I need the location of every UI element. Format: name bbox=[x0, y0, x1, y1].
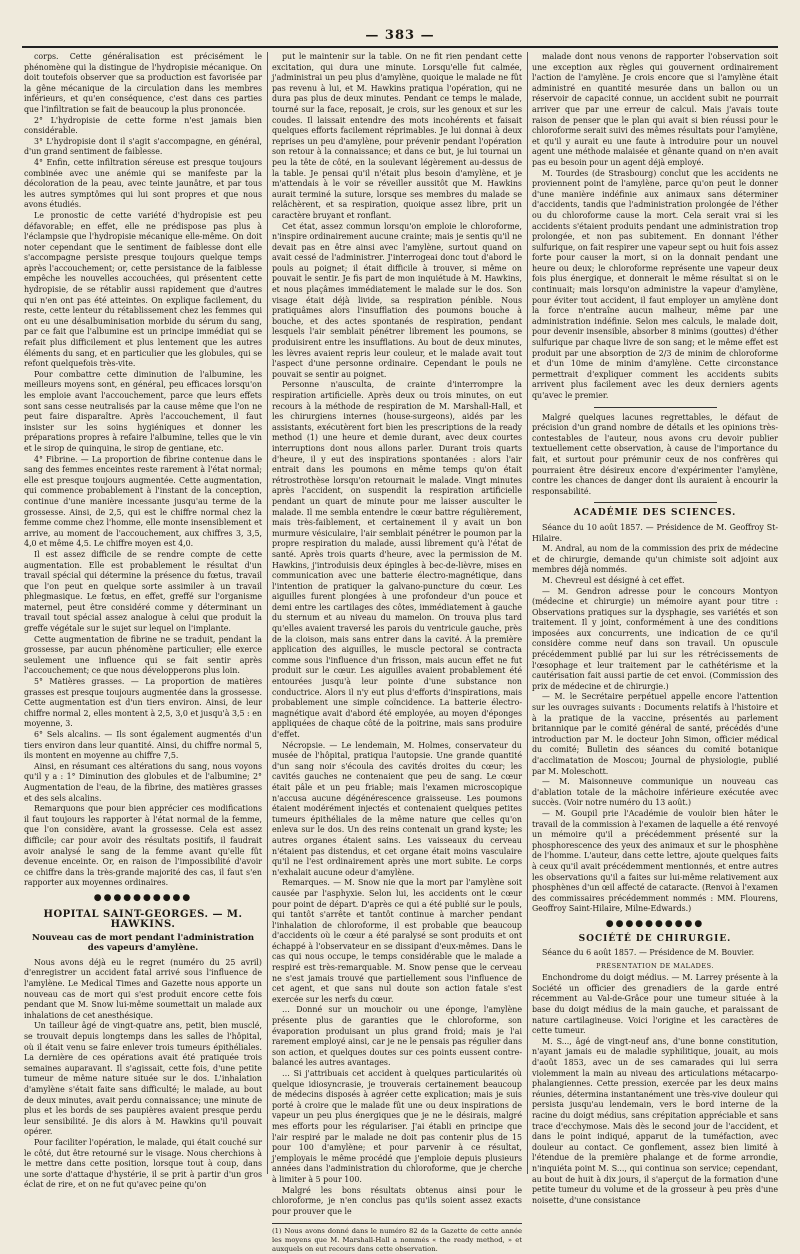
paragraph: 6° Sels alcalins. — Ils sont également augmentés d'un tiers environ dans leur quantité. Ainsi, du chiffre normal 5, ils montent en moyenne au chiffre 7,5. bbox=[24, 730, 262, 761]
paragraph: put le maintenir sur la table. On ne fit rien pendant cette excitation, qui dura une minute. Lorsqu'elle fut calmée, j'administrai un peu plus d'amylène, quoique le malade ne fût pas revenu à lui, et M. Hawkins pratiqua l'opération, qui ne dura pas plus de deux minutes. Pendant ce temps le malade, tourné sur la face, reposait, je crois, sur les genoux et sur les coudes. Il laissait entendre des mots incohérents et faisait quelques efforts facilement réprimables. Je lui donnai à deux reprises un peu d'amylène, pour prévenir pendant l'opération son retour à la connaissance; et dans ce but, je lui tournai un peu la tête de côté, en la soulevant légèrement au-dessus de la table. Je pensai qu'il n'était plus besoin d'amylène, et je m'attendais à le voir se réveiller aussitôt que M. Hawkins aurait terminé la suture, lorsque ses membres du malade se relâchèrent, et sa respiration, quoique assez libre, prit un caractère bruyant et ronflant. bbox=[272, 52, 522, 220]
paragraph: Il est assez difficile de se rendre compte de cette augmentation. Elle est probablement le résultat d'un travail spécial qui détermine la présence du fœtus, travail que l'on peut en quelque sorte assimiler à un travail phlegmasique. Le fœtus, en effet, greffé sur l'organisme maternel, peut être considéré comme y déterminant un travail tout spécial assez analogue à celui que produit la greffe végétale sur le sujet sur lequel on l'implante. bbox=[24, 549, 262, 634]
paragraph: 4° Enfin, cette infiltration séreuse est presque toujours combinée avec une anémie qui se manifeste par la décoloration de la peau, avec teinte jaunâtre, et par tous les autres symptômes qui lui sont propres et que nous avons étudiés. bbox=[24, 157, 262, 210]
column-separator bbox=[527, 52, 528, 1174]
paragraph: Enchondrome du doigt médius. — M. Larrey présente à la Société un officier des grenadiers de la garde entré récemment au Val-de-Grâce pour une tumeur située à la base du doigt médius de la main gauche, et paraissant de nature cartilagineuse. Voici l'origine et les caractères de cette tumeur. bbox=[532, 973, 778, 1036]
paragraph: Pour combattre cette diminution de l'albumine, les meilleurs moyens sont, en général, peu efficaces lorsqu'on les emploie avant l'accouchement, parce que leurs effets sont sans cesse neutralisés par la cause même que l'on ne peut faire disparaître. Après l'accouchement, il faut insister sur les soins hygiéniques et donner les préparations propres à refaire l'albumine, telles que le vin et le sirop de quinquina, le sirop de gentiane, etc. bbox=[24, 369, 262, 453]
divider bbox=[594, 407, 717, 408]
header-rule bbox=[22, 46, 778, 48]
paragraph: Malgré quelques lacunes regrettables, le défaut de précision d'un grand nombre de détails et les opinions très-contestables de l'auteur, nous avons cru devoir publier textuellement cette observation, à cause de l'importance du fait, et surtout pour prémunir ceux de nos confrères qui pourraient être désireux encore d'expérimenter l'amylène, contre les chances de danger dont ils auraient à encourir la responsabilité. bbox=[532, 412, 778, 496]
paragraph: … Donné sur un mouchoir ou une éponge, l'amylène présente plus de garanties que le chloroforme, son évaporation produisant un plus grand froid; mais je l'ai rarement employé ainsi, car je ne le pensais pas régulier dans son action, et quelques doutes sur ces points eussent contre-balancé les autres avantages. bbox=[272, 1005, 522, 1068]
column-separator bbox=[267, 52, 268, 1174]
paragraph: 3° L'hydropisie dont il s'agit s'accompagne, en général, d'un grand sentiment de faiblesse. bbox=[24, 136, 262, 157]
paragraph: Nous avons déjà eu le regret (numéro du 25 avril) d'enregistrer un accident fatal arrivé sous l'influence de l'amylène. Le Medical Times and Gazette nous apporte un nouveau cas de mort qui s'est produit encore cette fois pendant que M. Snow lui-même soumettait un malade aux inhalations de cet anesthésique. bbox=[24, 957, 262, 1020]
paragraph: Ainsi, en résumant ces altérations du sang, nous voyons qu'il y a : 1° Diminution des globules et de l'albumine; 2° Augmentation de l'eau, de la fibrine, des matières grasses et des sels alcalins. bbox=[24, 761, 262, 803]
paragraph: — M. le Secrétaire perpétuel appelle encore l'attention sur les ouvrages suivants : Documents relatifs à l'histoire et à la pratique de la vaccine, présentés au parlement britannique par le comité général de santé, précédés d'une introduction par M. le docteur John Simon, officier médical du comité; Bulletin des séances du comité botanique d'acclimatation de Moscou; Journal de physiologie, publié par M. Moleschott. bbox=[532, 692, 778, 776]
paragraph: Le pronostic de cette variété d'hydropisie est peu défavorable; en effet, elle ne prédispose pas plus à l'éclampsie que l'hydropisie mécanique elle-même. On doit noter cependant que le sentiment de faiblesse dont elle s'accompagne persiste presque toujours quelque temps après l'accouchement; or, cette persistance de la faiblesse empêche les nouvelles accouchées, qui présentent cette hydropisie, de se rétablir aussi rapidement que d'autres qui n'en ont pas été atteintes. On explique facilement, du reste, cette lenteur du rétablissement chez les femmes qui ont eu une désalbuminisation morbide du sérum du sang, par ce fait que l'albumine est un principe immédiat qui se refait plus difficilement et plus lentement que les autres éléments du sang, et en particulier que les globules, qui se refont quelquefois très-vite. bbox=[24, 210, 262, 369]
column-2 bbox=[272, 52, 522, 1254]
section-title-hospital: HOPITAL SAINT-GEORGES. — M. HAWKINS. bbox=[43, 908, 243, 931]
paragraph: … Si j'attribuais cet accident à quelques particularités où quelque idiosyncrasie, je trouverais certainement beaucoup de médecins disposés à agréer cette explication; mais je suis porté à croire que le malade fût une ou deux inspirations de vapeur un peu plus énergiques que je ne le désirais, malgré mes efforts pour les régulariser. J'ai établi en principe que l'air respiré par le malade ne doit pas contenir plus de 15 pour 100 d'amylène; et pour parvenir à ce résultat, j'employais le même procédé que j'emploie depuis plusieurs années dans l'administration du chloroforme, que je cherche à limiter à 5 pour 100. bbox=[272, 1069, 522, 1184]
paragraph: M. Chevreul est désigné à cet effet. bbox=[542, 575, 685, 585]
paragraph: Personne n'ausculta, de crainte d'interrompre la respiration artificielle. Après deux ou trois minutes, on eut recours à la méthode de respiration de M. Marshall-Hall, et les chirurgiens internes (house-surgeons), aidés par les assistants, exécutèrent fort bien les prescriptions de la ready method (1) une heure et demie durant, avec deux courtes interruptions dont nous allons parler. Durant trois quarts d'heure, il y eut des inspirations spontanées : alors l'air entrait dans les poumons en même temps qu'on était rétrostrothèse lorsqu'on retournait le malade. Vingt minutes après l'accident, on suspendit la respiration artificielle pendant un quart de minute pour me laisser ausculter le malade. Il me sembla entendre le cœur battre régulièrement, mais très-faiblement, et certainement il y avait un bon murmure vésiculaire, l'air semblait pénétrer le poumon par la propre respiration du malade, aussi librement qu'à l'état de santé. Après trois quarts d'heure, avec la permission de M. Hawkins, j'introduisis deux épingles à bec-de-lièvre, mises en communication avec une batterie électro-magnétique, dans l'intention de pratiquer la galvano-puncture du cœur. Les aiguilles furent plongées à une profondeur d'un pouce et demi entre les cartilages des côtes, immédiatement à gauche du sternum et au niveau du mamelon. On trouva plus tard qu'elles avaient traversé les parois du ventricule gauche, près de la cloison, mais sans entrer dans la cavité. À la première application des aiguilles, le muscle pectoral se contracta comme sous l'influence d'un frisson, mais aucun effet ne fut produit sur le cœur. Les aiguilles avaient probablement été entourées jusqu'à leur pointe d'une substance non conductrice. Alors il n'y eut plus d'efforts d'inspirations, mais probablement une simple coïncidence. La batterie électro-magnétique avait d'abord été employée, au moyen d'éponges appliquées de chaque côté de la poitrine, mais sans produire d'effet. bbox=[272, 380, 522, 739]
section-subheading: PRÉSENTATION DE MALADES. bbox=[596, 961, 714, 970]
page-number: — 383 — bbox=[365, 28, 435, 43]
paragraph: M. Tourdes (de Strasbourg) conclut que les accidents ne proviennent point de l'amylène, parce qu'on peut le donner d'une manière indéfinie aux animaux sans déterminer d'accidents, tandis que l'administration prolongée de l'éther ou du chloroforme cause la mort. Cela serait vrai si les accidents s'étaient produits pendant une administration trop prolongée, et non pas subitement. En donnant l'éther sulfurique, on fait respirer une vapeur sept ou huit fois assez forte pour causer la mort, si on la donnait pendant une heure ou deux; le chloroforme représente une vapeur deux fois plus énergique, et donnerait le même résultat si on le continuait; mais lorsqu'on administre la vapeur d'amylène, pour éviter tout accident, il faut employer un amylène dont la force n'entraîne aucun malheur, même par une administration indéfinie. Selon mes calculs, le malade doit, pour devenir insensible, absorber 8 minims (gouttes) d'éther sulfurique par chaque livre de son sang; et le même effet est produit par une absorption de 2/3 de minim de chloroforme et d'un 10me de minim d'amylène. Cette circonstance permettrait d'expliquer comment les accidents subits arrivent plus facilement avec les deux derniers agents qu'avec le premier. bbox=[532, 168, 778, 400]
paragraph: 5° Matières grasses. — La proportion de matières grasses est presque toujours augmentée dans la grossesse. Cette augmentation est d'un tiers environ. Ainsi, de leur chiffre normal 2, elles montent à 2,5, 3,0 et jusqu'à 3,5 : en moyenne, 3. bbox=[24, 677, 262, 729]
paragraph: Remarques. — M. Snow nie que la mort par l'amylène soit causée par l'asphyxie. Selon lui, les accidents ont le cœur pour point de départ. D'après ce qui a été publié sur le pouls, qui tantôt s'arrête et tantôt continue à marcher pendant l'inhalation de chloroforme, il est probable que beaucoup d'accidents où le cœur a été paralysé se sont produits et ont échappé à l'observateur en se dissipant d'eux-mêmes. Dans le cas qui nous occupe, le temps considérable que le malade a respiré est très-remarquable. M. Snow pense que le cerveau ne s'est jamais trouvé que partiellement sous l'influence de cet agent, et que sans nul doute son action fatale s'est exercée sur les nerfs du cœur. bbox=[272, 878, 522, 1004]
section-ornament: ●●●●●●●●●● bbox=[93, 892, 193, 903]
paragraph: — M. Goupil prie l'Académie de vouloir bien hâter le travail de la commission à l'examen de laquelle a été renvoyé un mémoire qu'il a précédemment présenté sur la phosphorescence des yeux des animaux et sur le phosphène de l'homme. L'auteur, dans cette lettre, ajoute quelques faits à ceux qu'il avait précédemment mentionnés, et entre autres les observations qu'il a faites sur lui-même relativement aux phosphènes d'un œil affecté de cataracte. (Renvoi à l'examen des commissaires précédemment nommés : MM. Flourens, Geoffroy Saint-Hilaire, Milne-Edwards.) bbox=[532, 808, 778, 914]
paragraph: Malgré les bons résultats obtenus ainsi pour le chloroforme, je n'en conclus pas qu'ils soient assez exacts pour prouver que le bbox=[272, 1185, 522, 1216]
paragraph: Cette augmentation de fibrine ne se traduit, pendant la grossesse, par aucun phénomène particulier; elle exerce seulement une influence qui se fait sentir après l'accouchement; ce que nous développerons plus loin. bbox=[24, 634, 262, 676]
paragraph: 4° Fibrine. — La proportion de fibrine contenue dans le sang des femmes enceintes reste rarement à l'état normal; elle est presque toujours augmentée. Cette augmentation, qui commence probablement à l'instant de la conception, continue d'une manière incessante jusqu'au terme de la grossesse. Ainsi, de 2,5, qui est le chiffre normal chez la femme comme chez l'homme, elle monte insensiblement et arrive, au moment de l'accouchement, aux chiffres 3, 3,5, 4,0 et même 4,5. Le chiffre moyen est 4,0. bbox=[24, 454, 262, 549]
divider bbox=[594, 502, 717, 503]
session-line: Séance du 10 août 1857. — Présidence de M. Geoffroy St-Hilaire. bbox=[532, 522, 778, 543]
paragraph: Remarquons que pour bien apprécier ces modifications il faut toujours les rapporter à l'état normal de la femme, que l'on considère, avant la grossesse. Cela est assez difficile; car pour avoir des résultats positifs, il faudrait avoir analysé le sang de la femme avant qu'elle fût devenue enceinte. Or, en raison de l'impossibilité d'avoir ce chiffre dans la très-grande majorité des cas, il faut s'en rapporter aux moyennes ordinaires. bbox=[24, 804, 262, 888]
section-subtitle: Nouveau cas de mort pendant l'administration des vapeurs d'amylène. bbox=[31, 932, 255, 954]
section-title-chirurgie: SOCIÉTÉ DE CHIRURGIE. bbox=[578, 933, 732, 944]
section-title-academie: ACADÉMIE DES SCIENCES. bbox=[573, 508, 737, 519]
paragraph: M. Andral, au nom de la commission des prix de médecine et de chirurgie, demande qu'un chimiste soit adjoint aux membres déjà nommés. bbox=[532, 544, 778, 575]
paragraph: Pour faciliter l'opération, le malade, qui était couché sur le côté, dut être retourné sur le visage. Nous cherchions à le mettre dans cette position, lorsque tout à coup, dans une sorte d'attaque d'hystérie, il se prit à partir d'un gros éclat de rire, et on ne fut qu'avec peine qu'on bbox=[24, 1137, 262, 1190]
paragraph: Un tailleur âgé de vingt-quatre ans, petit, bien musclé, se trouvait depuis longtemps dans les salles de l'hôpital, où il était venu se faire enlever trois tumeurs épithéliales. La dernière de ces opérations avait été pratiquée trois semaines auparavant. Il s'agissait, cette fois, d'une petite tumeur de même nature située sur le dos. L'inhalation d'amylène s'était faite sans difficulté; le malade, au bout de deux minutes, avait perdu connaissance; une minute de plus et les bords de ses paupières avaient presque perdu leur sensibilité. Je dis alors à M. Hawkins qu'il pouvait opérer. bbox=[24, 1021, 262, 1137]
paragraph: Cet état, assez commun lorsqu'on emploie le chloroforme, n'inspire ordinairement aucune crainte; mais je sentis qu'il ne devait pas en être ainsi avec l'amylène, surtout quand on avait cessé de l'administrer. J'interrogeai donc tout d'abord le pouls au poignet; il était difficile à trouver, si même on pouvait le sentir. Je fis part de mon inquiétude à M. Hawkins, et nous plaçâmes immédiatement le malade sur le dos. Son visage était déjà livide, sa respiration pénible. Nous pratiquâmes alors l'insufflation des poumons bouche à bouche, et des actes spontanés de respiration, pendant lesquels l'air semblait pénétrer librement les poumons, se produisirent entre les insufflations. Au bout de deux minutes, les lèvres avaient repris leur couleur, et le malade avait tout l'aspect d'une personne ordinaire. Cependant le pouls ne pouvait se sentir au poignet. bbox=[272, 221, 522, 379]
paragraph: — M. Maisonneuve communique un nouveau cas d'ablation totale de la mâchoire inférieure exécutée avec succès. (Voir notre numéro du 13 août.) bbox=[532, 777, 778, 808]
paragraph: malade dont nous venons de rapporter l'observation soit une exception aux règles qui gouvernent ordinairement l'action de l'amylène. Je crois encore que si l'amylène était administré en quantité mesurée dans un ballon ou un réservoir de capacité connue, un accident subit ne pourrait arriver que par une erreur de calcul. Mais j'avais toute raison de penser que le plan qui avait si bien réussi pour le chloroforme serait suivi des mêmes résultats pour l'amylène, et qu'il y aurait eu une faute à introduire pour un nouvel agent une méthode malaisée et gênante quand on n'en avait pas eu besoin pour un agent déjà employé. bbox=[532, 52, 778, 167]
column-3 bbox=[532, 52, 778, 1205]
paragraph: — M. Gendron adresse pour le concours Montyon (médecine et chirurgie) un mémoire ayant pour titre : Observations pratiques sur la dysphagie, ses variétés et son traitement. Il y joint, conformément à une des conditions imposées aux concurrents, une indication de ce qu'il considère comme neuf dans son travail. Un opuscule précédemment publié par lui sur les rétrécissements de l'œsophage et leur traitement par le cathétérisme et la cautérisation fait aussi partie de cet envoi. (Commission des prix de médecine et de chirurgie.) bbox=[532, 586, 778, 691]
paragraph: M. S..., âgé de vingt-neuf ans, d'une bonne constitution, n'ayant jamais eu de maladie syphilitique, jouait, au mois d'août 1853, avec un de ses camarades qui lui serra violemment la main au niveau des articulations métacarpo-phalangiennes. Cette pression, exercée par les deux mains réunies, détermina instantanément une très-vive douleur qui persista jusqu'au lendemain, vers le bord interne de la racine du doigt médius, sans crépitation appréciable et sans trace d'ecchymose. Mais dès le second jour de l'accident, et dans le point indiqué, apparut de la tuméfaction, avec douleur au contact. Ce gonflement, assez bien limité à l'étendue de la première phalange et de forme arrondie, n'inquiéta point M. S..., qui continua son service; cependant, au bout de huit à dix jours, il s'aperçut de la formation d'une petite tumeur du volume et de la grosseur à peu près d'une noisette, d'une consistance bbox=[532, 1036, 778, 1205]
footnote: (1) Nous avons donné dans le numéro 82 de la Gazette de cette année les moyens que M. Marshall-Hall a nommés « the ready method, » et auxquels on eut recours dans cette observation. bbox=[272, 1223, 522, 1254]
session-line: Séance du 6 août 1857. — Présidence de M. Bouvier. bbox=[542, 948, 755, 958]
paragraph: 2° L'hydropisie de cette forme n'est jamais bien considérable. bbox=[24, 115, 262, 136]
column-1 bbox=[24, 52, 262, 1190]
paragraph: corps. Cette généralisation est précisément le phénomène qui la distingue de l'hydropisie mécanique. On doit toutefois observer que sa production est favorisée par la gêne mécanique de la circulation dans les membres inférieurs, et qu'en conséquence, c'est dans ces parties que l'infiltration se fait de beaucoup la plus prononcée. bbox=[24, 52, 262, 114]
paragraph: Nécropsie. — Le lendemain, M. Holmes, conservateur du musée de l'hôpital, pratiqua l'autopsie. Une grande quantité d'un sang noir s'écoula des cavités droites du cœur; les cavités gauches ne contenaient que peu de sang. Le cœur était pâle et un peu friable; mais l'examen microscopique n'accusa aucune dégénérescence graisseuse. Les poumons étaient modérément injectés et contenaient quelques petites tumeurs épithéliales de la même nature que celles qu'on enleva sur le dos. Un des reins contenait un grand kyste; les autres organes étaient sains. Les vaisseaux du cerveau n'étaient pas distendus, et cet organe était moins vasculaire qu'il ne l'est ordinairement après une mort subite. Le corps n'exhalait aucune odeur d'amylène. bbox=[272, 740, 522, 877]
section-ornament: ●●●●●●●●●● bbox=[605, 918, 705, 929]
